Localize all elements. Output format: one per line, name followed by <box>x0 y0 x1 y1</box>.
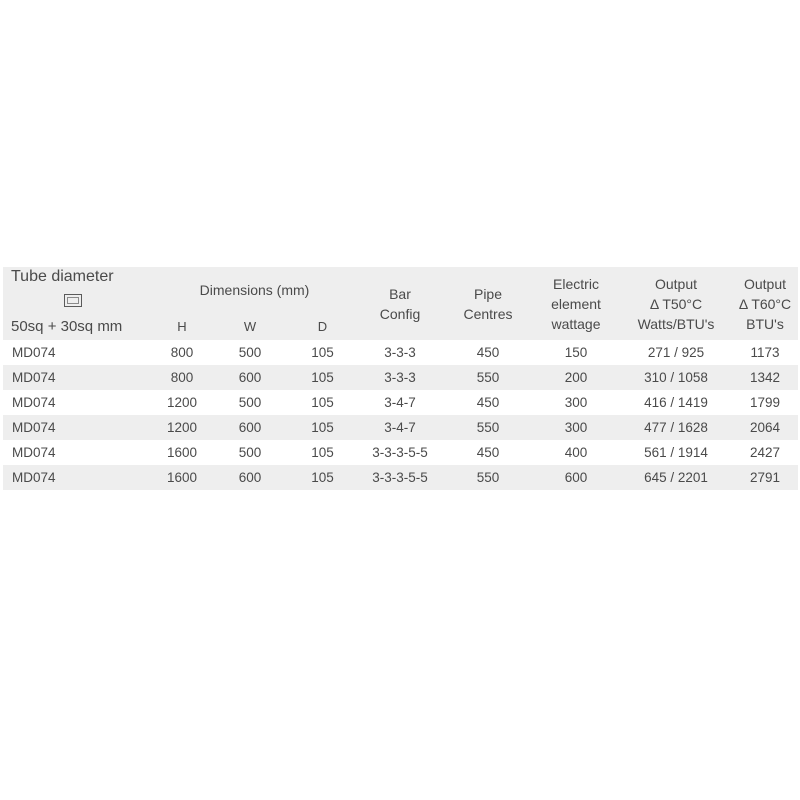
height-header: H <box>177 318 187 334</box>
pipe-centres-cell: 550 <box>476 420 500 435</box>
electric-wattage-header: Electric element wattage <box>551 275 601 332</box>
width-cell: 600 <box>238 420 262 435</box>
output-t60-cell: 2791 <box>749 470 781 485</box>
depth-cell: 105 <box>311 370 334 385</box>
pipe-centres-cell: 450 <box>476 445 500 460</box>
wattage-cell: 200 <box>564 370 588 385</box>
spec-table <box>3 267 798 490</box>
model-cell: MD074 <box>12 445 56 460</box>
pipe-centres-cell: 550 <box>476 370 500 385</box>
wattage-cell: 400 <box>564 445 588 460</box>
depth-header: D <box>317 318 328 334</box>
model-cell: MD074 <box>12 370 56 385</box>
output-t50-cell: 561 / 1914 <box>644 445 708 460</box>
bar-config-header: Bar Config <box>379 285 421 322</box>
output-t60-header: Output Δ T60°C BTU's <box>738 275 792 332</box>
output-t60-cell: 2427 <box>749 445 781 460</box>
height-cell: 1600 <box>166 445 198 460</box>
output-t50-cell: 416 / 1419 <box>644 395 708 410</box>
output-t60-cell: 1173 <box>750 345 780 360</box>
width-cell: 500 <box>238 345 262 360</box>
table-row <box>3 415 798 440</box>
dimensions-header: Dimensions (mm) <box>199 282 310 298</box>
width-cell: 500 <box>238 445 262 460</box>
tube-diameter-header <box>3 267 153 313</box>
width-cell: 600 <box>238 470 262 485</box>
tube-diameter-label: Tube diameter <box>11 268 114 285</box>
wattage-cell: 300 <box>564 420 588 435</box>
depth-cell: 105 <box>311 345 334 360</box>
output-t50-cell: 310 / 1058 <box>644 370 708 385</box>
table-row <box>3 390 798 415</box>
bar-config-cell: 3-3-3-5-5 <box>372 445 428 460</box>
bar-config-cell: 3-4-7 <box>384 395 416 410</box>
table-row <box>3 365 798 390</box>
pipe-centres-cell: 450 <box>476 345 500 360</box>
depth-cell: 105 <box>311 445 334 460</box>
bar-config-cell: 3-3-3 <box>384 370 416 385</box>
output-t60-cell: 2064 <box>749 420 781 435</box>
header-row <box>3 267 798 313</box>
pipe-centres-cell: 450 <box>476 395 500 410</box>
model-cell: MD074 <box>12 470 56 485</box>
model-cell: MD074 <box>12 395 56 410</box>
output-t50-cell: 271 / 925 <box>647 345 705 360</box>
tube-size-label: 50sq + 30sq mm <box>11 317 123 335</box>
output-t50-header: Output Δ T50°C Watts/BTU's <box>637 275 715 332</box>
depth-cell: 105 <box>311 470 334 485</box>
bar-config-cell: 3-4-7 <box>384 420 416 435</box>
table-row <box>3 440 798 465</box>
width-cell: 500 <box>238 395 262 410</box>
height-cell: 800 <box>170 370 194 385</box>
model-cell: MD074 <box>12 345 56 360</box>
output-t50-cell: 477 / 1628 <box>644 420 708 435</box>
table-row <box>3 340 798 365</box>
output-t50-cell: 645 / 2201 <box>644 470 708 485</box>
height-cell: 1200 <box>166 420 198 435</box>
depth-cell: 105 <box>311 395 334 410</box>
width-cell: 600 <box>238 370 262 385</box>
wattage-cell: 300 <box>564 395 588 410</box>
square-tube-icon <box>64 294 82 307</box>
wattage-cell: 150 <box>564 345 588 360</box>
bar-config-cell: 3-3-3 <box>384 345 416 360</box>
depth-cell: 105 <box>311 420 334 435</box>
bar-config-cell: 3-3-3-5-5 <box>372 470 428 485</box>
height-cell: 1200 <box>166 395 198 410</box>
table-row <box>3 465 798 490</box>
model-cell: MD074 <box>12 420 56 435</box>
height-cell: 800 <box>170 345 194 360</box>
output-t60-cell: 1799 <box>749 395 781 410</box>
output-t60-cell: 1342 <box>749 370 781 385</box>
wattage-cell: 600 <box>564 470 588 485</box>
height-cell: 1600 <box>166 470 198 485</box>
pipe-centres-header: Pipe Centres <box>463 285 513 322</box>
width-header: W <box>243 318 257 334</box>
pipe-centres-cell: 550 <box>476 470 500 485</box>
